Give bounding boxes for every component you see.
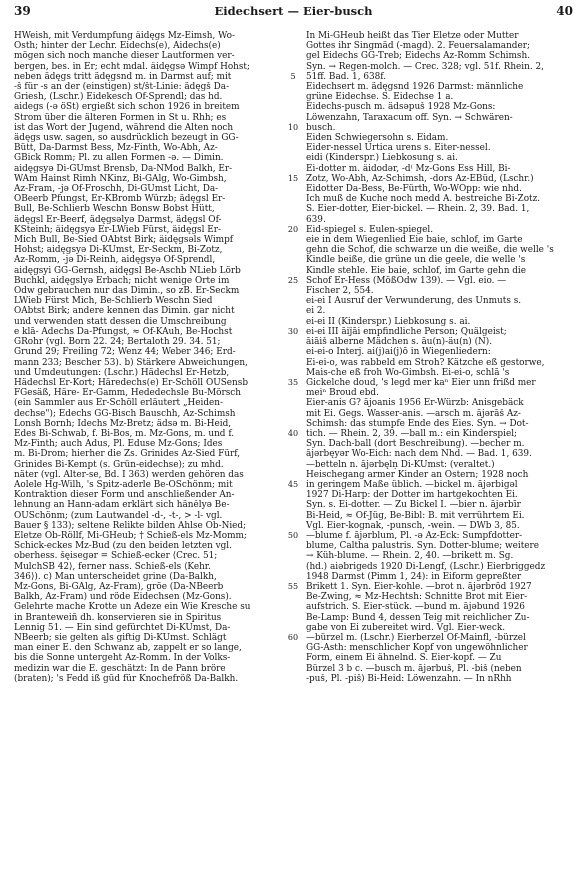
text-line: Brikett 1. Syn. Eier-kohle. —brot n. ājərbrōd 1927 [306, 581, 532, 592]
line-number: 15 [287, 173, 299, 183]
text-line: busch. [306, 122, 336, 133]
text-line: Hohst; aidęgsyə Di-KUmst, Er-Seckm, Bi-Zotz, [14, 245, 223, 256]
text-line: (braten); 's Fedd iß gūd für Knochefröß Da-Balkh. [14, 673, 239, 684]
text-line: ädęgs usw. sagen, so ausdrücklich bezeugt in GG- [14, 133, 239, 144]
text-line: oberhess. šęisegər = Schieß-ecker ⟨Crec. 51; [14, 551, 218, 562]
text-line: bergen, bes. in Er; echt mdal. âidęgsə Wimpf Hohst; [14, 61, 250, 72]
text-line: Eletze Ob-Röllf, Mi-GHeub; † Schieß-els Mz-Momm; [14, 530, 247, 541]
text-line: man einer E. den Schwanz ab, zappelt er so lange, [14, 643, 242, 654]
text-line: ājərbęyər Wo-Eich: nach dem Nhd. — Bad. 1, 639. [306, 449, 532, 460]
running-title: Eidechsert — Eier-busch [214, 4, 373, 18]
text-line: WAm Hainst Rimh NKinz, Bi-GAlg, Wo-Gimbsh, [14, 173, 227, 184]
text-line: Mz-Finth; auch Ädus, Pl. Eduse Mz-Gons; Ides [14, 439, 223, 450]
text-line: Balkh, Az-Fram) und röde Eidechsen (Mz-Gons). [14, 592, 232, 603]
text-line: Gottes ihr Singmäd (-magd). 2. Feuersalamander; [306, 41, 530, 52]
line-number: 30 [287, 326, 299, 336]
text-line: MulchSB 42⟩, ferner nass. Schieß-els ⟨Kehr. [14, 561, 211, 572]
text-line: medizin war die E. geschätzt: In de Pann bröre [14, 663, 226, 674]
text-line: OUSchönm; (zum Lautwandel -d-, -t-, > -l- vgl. [14, 510, 223, 521]
text-line: ist das Wort der Jugend, während die Alten noch [14, 122, 234, 133]
text-line: 51ff. Bad. 1, 638f. [306, 71, 387, 82]
text-line: Ich muß de Kuche noch medd A. bestreiche Bi-Zotz. [306, 194, 541, 205]
text-line: aidęgsyə Di-GUmst Brensb, Da-NMod Balkh, Er- [14, 163, 233, 174]
text-line: dechse"); Edechs GG-Bisch Bauschh, Az-Schimsh [14, 408, 236, 419]
text-line: eie in dem Wiegenlied Eie baie, schlof, im Garte [306, 235, 523, 246]
line-number: 20 [287, 224, 299, 234]
text-line: Be-Lamp: Bund 4, dessen Teig mit reichlicher Zu- [306, 612, 530, 623]
text-line: aidęgsyi GG-Gernsh, aidęgsl Be-Aschb NLieb Lörb [14, 265, 241, 276]
line-number: 40 [287, 428, 299, 438]
text-line: Fischer 2, 554. [306, 286, 374, 297]
line-number: 50 [287, 530, 299, 540]
text-line: m. Bi-Drom; hierher die Zs. Grinides Az-Sied Fürf, [14, 449, 241, 460]
text-line: —bürzel m. (Lschr.) Eierberzel Of-Mainfl, -bürzel [306, 632, 526, 643]
text-line: Grund 29; Freiling 72; Wenz 44; Weber 346; Erd- [14, 347, 236, 358]
text-line: Ei-ei-o, was rabbeld em Stroh? Kätzche eß gestorwe, [306, 357, 545, 368]
text-line: lehnung an Hann-adam erklärt sich hänĕlyə Be- [14, 500, 230, 511]
text-line: 639. [306, 214, 326, 225]
text-line: Eidotter Da-Bess, Be-Fürth, Wo-WOpp: wie nhd. [306, 184, 522, 195]
text-line: -š für -s an der (einstigen) st/št-Linie: ädęgš Da- [14, 82, 230, 93]
text-line: (hd.) aiəbrigeds 1920 Di-Lengf, (Lschr.) Eierbriggedz [306, 561, 546, 572]
text-line: aufstrich. S. Eier-stück. —bund m. ājəbund 1926 [306, 602, 525, 613]
text-line: Eidechsert m. ädęgsnd 1926 Darmst: männliche [306, 82, 524, 93]
text-line: gel Eidechs GG-Treb; Eidechs Az-Romm Schimsh. [306, 51, 531, 62]
text-line: Mich Bull, Be-Sied OAbtst Birk; âidęgsəls Wimpf [14, 235, 234, 246]
text-line: Griesh, (Lschr.) Eidekesch Of-Sprendl; das hd. [14, 92, 223, 103]
text-line: aidegs (-ə öSt) ergießt sich schon 1926 in breitem [14, 102, 240, 113]
text-line: Kindle stehle. Eie baie, schlof, im Garte gehn die [306, 265, 527, 276]
line-number-gutter [284, 31, 302, 861]
right-column [306, 31, 572, 684]
text-line: Bauer § 133); seltene Relikte bilden Ahlse Ob-Nied; [14, 520, 247, 531]
text-line: —betteln n. ājərbęlṇ Di-KUmst: (veraltet.) [306, 459, 495, 470]
text-line: 1948 Darmst (Pimm 1, 24): in Eiform gepreßter [306, 571, 522, 582]
line-number: 35 [287, 377, 299, 387]
text-line: e klā- Ädechs Da-Pfungst, ≈ Of-KAuh, Be-Hochst [14, 326, 233, 337]
text-line: gehn die Schof, die schwarze un die weiße, die welle 's [306, 245, 554, 256]
line-number: 25 [287, 275, 299, 285]
text-line: Eid-spiegel s. Eulen-spiegel. [306, 224, 434, 235]
text-line: Bütt, Da-Darmst Bess, Mz-Finth, Wo-Abh, Az- [14, 143, 218, 154]
text-line: Eidechs-pusch m. ädsəpuš 1928 Mz-Gons: [306, 102, 496, 113]
text-line: Osth; hinter der Lechr. Eidechs(e), Aidechs(e) [14, 41, 221, 52]
text-line: (ein Sammler aus Er-Schöll erläutert „Heiden- [14, 398, 224, 409]
line-number: 10 [287, 122, 299, 132]
text-line: Buchkl, aidęgslyə Erbach; nicht wenige Orte im [14, 275, 230, 286]
text-line: ei-ei II (Kinderspr.) Liebkosung s. ai. [306, 316, 471, 327]
text-line: in Branteweiñ dh. konservieren sie in Spiritus [14, 612, 222, 623]
text-line: näter (vgl. Alter-se, Bd. I 363) werden gehören das [14, 469, 244, 480]
text-line: āiāiš alberne Mädchen s. āu(n)-äu(n) (N). [306, 337, 493, 348]
text-line: Bull, Be-Schlierb Weschn Bonsw Bobst Hütt, [14, 204, 215, 215]
text-line: Vgl. Eier-kognak, -punsch, -wein. — DWb 3, 85. [306, 520, 520, 531]
text-line: Bürzel 3 b c. —busch m. ājərbuš, Pl. -biš (neben [306, 663, 522, 674]
page-header [14, 4, 573, 26]
text-line: 1927 Di-Harp: der Dotter im hartgekochten Ei. [306, 490, 518, 501]
line-number: 55 [287, 581, 299, 591]
text-line: 346⟩). c) Man unterscheidet grine (Da-Balkh, [14, 571, 217, 582]
text-line: LWieb Fürst Mich, Be-Schlierb Weschn Sied [14, 296, 213, 307]
text-line: Löwenzahn, Taraxacum off. Syn. → Schwären- [306, 112, 513, 123]
text-line: Az-Romm, -jə Di-Reinh, aidęgsyə Of-Sprendl, [14, 255, 216, 266]
text-line: Syn. Dach-ball (dort Beschreibung). —becher m. [306, 439, 525, 450]
text-line: mit Ei. Gegs. Wasser-anis. —arsch m. ājərāš Az- [306, 408, 521, 419]
text-line: Gelehrte mache Krotte un Ädeze ein Wie Kresche su [14, 602, 251, 613]
text-line: blume, Caltha palustris. Syn. Dotter-blume; weitere [306, 541, 540, 552]
text-line: Eider-nessel Urtica urens s. Eiter-nessel. [306, 143, 491, 154]
text-line: FGesäß, Häre- Er-Gamm, Hededechsle Bu-Mörsch [14, 388, 241, 399]
text-line: Kindle beiße, die grüne un die geele, die welle 's [306, 255, 526, 266]
text-line: Lonsh Bornh; Idechs Mz-Bretz; ädsə m. Bi-Heid, [14, 418, 232, 429]
text-line: Zotz, Wo-Abh, Az-Schimsh, -dors Az-EBüd, (Lschr.) [306, 173, 534, 184]
text-line: -puš, Pl. -piš) Bi-Heid: Löwenzahn. — In nRhh [306, 673, 512, 684]
text-line: GG-Asth: menschlicher Kopf von ungewöhnlicher [306, 643, 528, 654]
text-line: und Umdeutungen: (Lschr.) Hädechsl Er-Hetzb, [14, 367, 230, 378]
text-line: mann 233; Bescher 53). b) Stärkere Abweichungen, [14, 357, 248, 368]
text-line: in geringem Maße üblich. —bickel m. ājərbigəl [306, 479, 518, 490]
text-line: Lennig 51. — Ein sind gefürchtet Di-KUmst, Da- [14, 622, 231, 633]
text-line: Schick-eckes Mz-Bud (zu den beiden letzten vgl. [14, 541, 232, 552]
page-number-left: 39 [14, 4, 31, 18]
text-line: Aolele Hg-Wilh, 's Spitz-aderle Be-OSchönm; mit [14, 479, 233, 490]
text-line: Be-Zwing, ≈ Mz-Hechtsh: Schnitte Brot mit Eier- [306, 592, 528, 603]
text-line: Eier-anis G? ājoanis 1956 Er-Würzb: Anisgebäck [306, 398, 524, 409]
line-number: 60 [287, 632, 299, 642]
text-line: OAbtst Birk; andere kennen das Dimin. gar nicht [14, 306, 235, 317]
line-number: 5 [290, 71, 296, 81]
text-line: GBick Romm; Pl. zu allen Formen -ə. — Dimin. [14, 153, 224, 164]
text-line: ei-ei I Ausruf der Verwunderung, des Unmuts s. [306, 296, 522, 307]
text-line: tich. — Rhein. 2, 39. —ball m.: ein Kinderspiel; [306, 428, 518, 439]
line-number: 45 [287, 479, 299, 489]
text-line: meiⁿ Broud ebd. [306, 388, 379, 399]
text-line: In Mi-GHeub heißt das Tier Eletze oder Mutter [306, 31, 519, 41]
text-line: und verwenden statt dessen die Umschreibung [14, 316, 227, 327]
text-line: —blume f. ājərblum, Pl. -ə Az-Eck: Sumpfdotter- [306, 530, 523, 541]
text-line: Schof Er-Hess (MößOdw 139). — Vgl. eio. — [306, 275, 507, 286]
text-line: eidi (Kinderspr.) Liebkosung s. ai. [306, 153, 458, 164]
text-line: KSteinh; âidęgsyə Er-LWieb Fürst, âidęgsl Er- [14, 224, 221, 235]
text-line: HWeish, mit Verdumpfung âidęgs Mz-Eimsh, Wo- [14, 31, 235, 41]
text-line: NBeerb; sie gelten als giftig Di-KUmst. Schlägt [14, 632, 227, 643]
text-line: grüne Eidechse. S. Eidechse 1 a. [306, 92, 454, 103]
text-line: Kontraktion dieser Form und anschließender An- [14, 490, 235, 501]
text-line: Az-Fram, -jə Of-Froschh, Di-GUmst Licht, Da- [14, 184, 219, 195]
text-line: bis die Sonne untergeht Az-Romm. In der Volks- [14, 653, 231, 664]
text-line: Hädechsl Er-Kort; Häredechs(e) Er-Schöll OUSensb [14, 377, 249, 388]
text-line: OBeerb Pfungst, Er-KBromb Würzb; ädęgsl Er- [14, 194, 226, 205]
text-line: Syn. → Regen-molch. — Crec. 328; vgl. 51f. Rhein. 2, [306, 61, 544, 72]
text-line: Edes Bi-Schwab, f. Bi-Bos, m. Mz-Gons, m. und f. [14, 428, 235, 439]
text-line: Schimsh: das stumpfe Ende des Eies. Syn. → Dot- [306, 418, 529, 429]
text-line: Mais-che eß froh Wo-Gimbsh. Ei-ei-o, schlā 's [306, 367, 510, 378]
text-line: Form, einem Ei ähnelnd. S. Eier-kopf. — Zu [306, 653, 502, 664]
text-line: ei 2. [306, 306, 326, 317]
text-line: Grinides Bi-Kempt (s. Grün-eidechse); zu mhd. [14, 459, 224, 470]
text-line: → Küh-blume. — Rhein. 2, 40. —brikett m. Sg. [306, 551, 514, 562]
page-number-right: 40 [556, 4, 573, 18]
text-line: Syn. s. Ei-dotter. — Zu Bickel I. —bier n. ājərbīr [306, 500, 521, 511]
text-line: ei-ei III āiĵāi empfindliche Person; Quälgeist; [306, 326, 507, 337]
text-line: Strom über die älteren Formen in St u. Rhh; es [14, 112, 227, 123]
text-line: ädęgsl Er-Beerf, ädęgsəlyə Darmst, ädęgsl Of- [14, 214, 222, 225]
text-line: Mz-Gons, Bi-GAlg, Az-Fram), gröe (Da-NBeerb [14, 581, 224, 592]
text-line: Ei-dotter m. âidodər, -d⁽ Mz-Gons Ess Hill, Bi- [306, 163, 511, 174]
text-line: S. Eier-dotter, Eier-bickel. — Rhein. 2, 39. Bad. 1, [306, 204, 530, 215]
text-line: Odw gebrauchen nur das Dimin., so zB. Er-Seckm [14, 286, 240, 297]
text-line: Bi-Heid, ≈ Of-Jüg, Be-Bibl: B. mit verrührtem Ei. [306, 510, 525, 521]
text-line: Heischegang armer Kinder an Ostern; 1928 noch [306, 469, 529, 480]
text-line: Gickelche doud, 's legd mer kaⁿ Eier unn frißd mer [306, 377, 536, 388]
text-line: mögen sich noch manche dieser Lautformen ver- [14, 51, 235, 62]
text-line: Eiden Schwiegersohn s. Eidam. [306, 133, 449, 144]
text-line: gabe von Ei zubereitet wird. Vgl. Eier-weck. [306, 622, 506, 633]
left-column [14, 31, 280, 684]
text-line: GRohr (vgl. Born 22. 24; Bertaloth 29. 34. 51; [14, 337, 221, 348]
text-line: neben ädęgs tritt ädęgsnd m. in Darmst auf; mit [14, 71, 232, 82]
text-line: ei-ei-o Interj. ai(j)ai(j)ō in Wiegenliedern: [306, 347, 491, 358]
